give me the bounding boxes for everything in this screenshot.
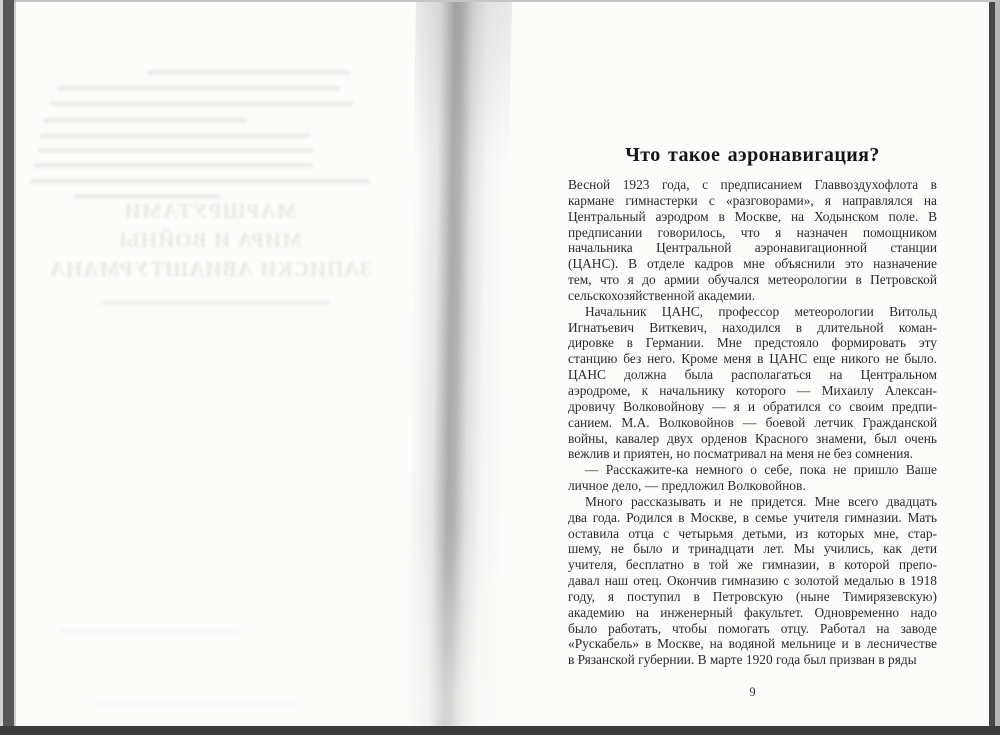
text-line: два года. Родился в Москве, в семье учителя гимназии. Мать [568, 509, 937, 525]
text-line: оставила отца с четырьмя детьми, из которых мне, стар- [568, 525, 937, 541]
text-line: ЦАНС должна была располагаться на Центральном [568, 367, 937, 383]
text-line: санием. М.А. Волковойнов — боевой летчик Гражданской [568, 414, 937, 430]
text-line: Начальник ЦАНС, профессор метеорологии Витольд [585, 303, 937, 319]
body-lines [568, 177, 937, 668]
text-line: Весной 1923 года, с предписанием Главвоздухофлота в [568, 177, 937, 192]
scan-edge-top [0, 0, 1000, 2]
text-line: было работать, чтобы помогать отцу. Работал на заводе [568, 620, 937, 636]
text-line: академию на инженерный факультет. Одновременно надо [568, 604, 937, 620]
bleedthrough-title-line: МАРШРУТАМИ [123, 199, 297, 223]
text-line: начальника Центральной аэронавигационной станции [568, 240, 937, 256]
scan-edge-left [3, 0, 14, 735]
text-line: Центральный аэродром в Москве, на Ходынском поле. В [568, 208, 937, 224]
text-line: вежлив и приятен, но посматривал на меня не без сомнения. [568, 446, 913, 462]
text-line: шему, не было и тринадцати лет. Мы учились, как дети [568, 541, 937, 557]
chapter-title: Что такое аэронавигация? [625, 144, 880, 166]
bleedthrough-title-line: ЗАПИСКИ АВИАШТУРМАНА [48, 257, 372, 281]
text-line: сельскохозяйственной академии. [568, 287, 756, 303]
text-line: войны, кавалер двух орденов Красного знамени, был очень [568, 430, 937, 446]
text-line: в Рязанской губернии. В марте 1920 года был призван в ряды [568, 652, 917, 668]
bleedthrough-title-line: МИРА И ВОЙНЫ [118, 228, 302, 252]
text-line: предписании говорилось, что я назначен помощником [568, 224, 937, 240]
text-line: (ЦАНС). В отделе кадров мне объяснили это назначение [568, 256, 937, 272]
text-line: дировке в Германии. Мне предстояло формировать эту [568, 335, 937, 351]
text-line: личное дело, — предложил Волковойнов. [568, 478, 806, 494]
scan-edge-right-outer [995, 0, 1000, 735]
text-line: кармане гимнастерки с «разговорами», я направлялся на [568, 192, 937, 208]
text-line: давал наш отец. Окончив гимназию с золотой медалью в 1918 [568, 573, 937, 589]
text-line: «Рускабель» в Москве, на водяной мельнице и в лесничестве [568, 636, 937, 652]
text-line: году, я поступил в Петровскую (ныне Тимирязевскую) [568, 588, 937, 604]
text-line: — Расскажите-ка немного о себе, пока не пришло Ваше [585, 462, 937, 478]
text-line: Игнатьевич Виткевич, находился в длительной коман- [568, 319, 937, 335]
text-line: Много рассказывать и не придется. Мне всего двадцать [585, 493, 937, 509]
scan-edge-bottom [0, 726, 1000, 735]
text-line: аэродроме, к начальнику которого — Михаилу Алексан- [568, 382, 937, 398]
text-line: тем, что я до армии обучался метеорологии в Петровской [568, 272, 937, 288]
scan-edge-left-seam [14, 0, 16, 735]
page-number: 9 [749, 685, 756, 699]
text-line: дровичу Волковойнову — я и обратился со своим предпи- [568, 398, 937, 414]
text-line: учителя, бесплатно в той же гимназии, в которой препо- [568, 557, 937, 573]
text-line: станцию без него. Кроме меня в ЦАНС еще никого не было. [568, 351, 937, 367]
